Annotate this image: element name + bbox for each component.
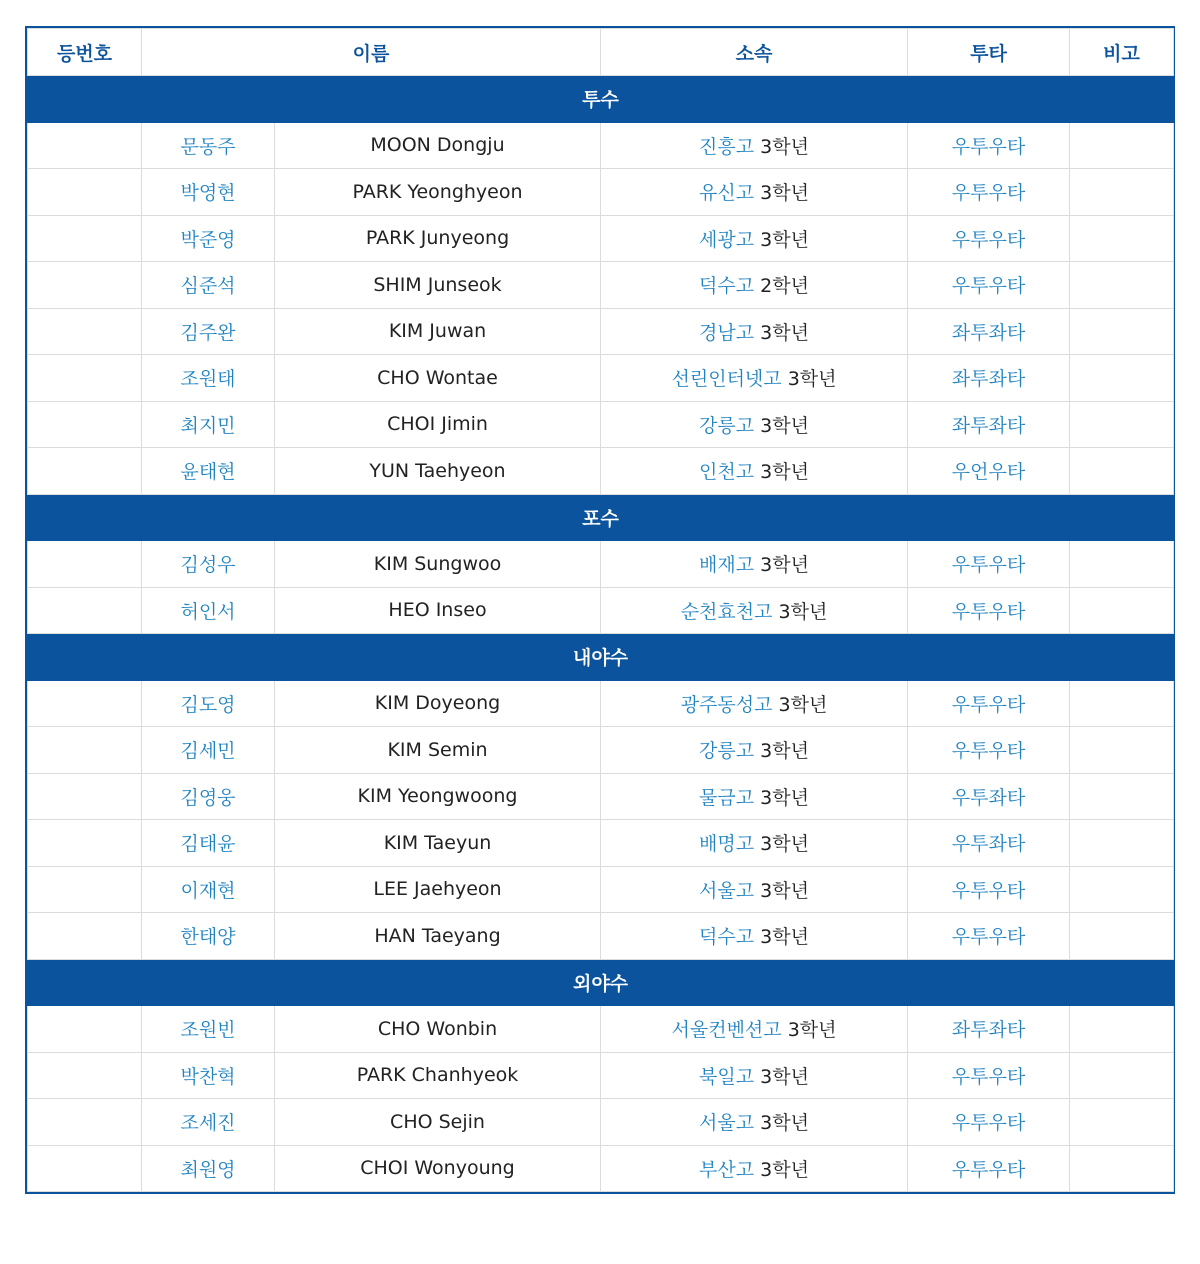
player-number	[28, 587, 142, 634]
player-name-korean: 문동주	[142, 122, 275, 169]
section-row	[28, 76, 1174, 123]
player-note	[1070, 1099, 1174, 1146]
player-number	[28, 913, 142, 960]
player-grade: 3학년	[760, 414, 809, 437]
player-school: 배명고	[699, 833, 755, 856]
player-team	[601, 913, 908, 960]
player-number	[28, 680, 142, 727]
player-note	[1070, 448, 1174, 495]
player-grade: 3학년	[760, 1158, 809, 1181]
player-name-english: PARK Chanhyeok	[275, 1052, 601, 1099]
player-team	[601, 215, 908, 262]
roster-table	[27, 28, 1174, 1192]
player-team	[601, 866, 908, 913]
section-title: 투수	[28, 76, 1174, 123]
player-team	[601, 355, 908, 402]
player-throws-bats: 우투좌타	[908, 773, 1070, 820]
player-grade: 3학년	[760, 321, 809, 344]
player-row	[28, 1099, 1174, 1146]
player-team	[601, 1145, 908, 1192]
player-name-english: CHO Sejin	[275, 1099, 601, 1146]
player-throws-bats: 우투우타	[908, 169, 1070, 216]
player-grade: 3학년	[760, 879, 809, 902]
player-school: 물금고	[699, 786, 755, 809]
player-name-korean: 김성우	[142, 541, 275, 588]
player-name-english: SHIM Junseok	[275, 262, 601, 309]
player-throws-bats: 우투우타	[908, 866, 1070, 913]
player-row	[28, 1145, 1174, 1192]
player-note	[1070, 401, 1174, 448]
player-school: 진흥고	[699, 135, 755, 158]
player-school: 덕수고	[699, 926, 755, 949]
player-team	[601, 820, 908, 867]
player-row	[28, 215, 1174, 262]
player-throws-bats: 우언우타	[908, 448, 1070, 495]
player-row	[28, 913, 1174, 960]
player-name-english: PARK Junyeong	[275, 215, 601, 262]
player-grade: 3학년	[760, 182, 809, 205]
player-school: 강릉고	[699, 414, 755, 437]
player-team	[601, 1052, 908, 1099]
player-grade: 3학년	[760, 833, 809, 856]
section-row	[28, 494, 1174, 541]
player-row	[28, 169, 1174, 216]
player-name-english: CHO Wonbin	[275, 1006, 601, 1053]
player-grade: 3학년	[760, 1065, 809, 1088]
player-number	[28, 215, 142, 262]
player-note	[1070, 820, 1174, 867]
player-school: 서울고	[699, 1112, 755, 1135]
player-school: 북일고	[699, 1065, 755, 1088]
player-throws-bats: 우투우타	[908, 215, 1070, 262]
player-note	[1070, 913, 1174, 960]
section-row	[28, 634, 1174, 681]
player-name-korean: 박영현	[142, 169, 275, 216]
player-school: 경남고	[699, 321, 755, 344]
player-number	[28, 541, 142, 588]
player-team	[601, 773, 908, 820]
player-team	[601, 1099, 908, 1146]
player-name-korean: 조세진	[142, 1099, 275, 1146]
player-row	[28, 448, 1174, 495]
player-grade: 3학년	[778, 600, 828, 623]
player-name-english: KIM Juwan	[275, 308, 601, 355]
player-row	[28, 727, 1174, 774]
player-number	[28, 820, 142, 867]
player-team	[601, 541, 908, 588]
player-note	[1070, 680, 1174, 727]
player-number	[28, 169, 142, 216]
header-name: 이름	[142, 29, 601, 76]
player-note	[1070, 727, 1174, 774]
player-school: 광주동성고	[680, 693, 773, 716]
player-number	[28, 122, 142, 169]
player-name-korean: 박찬혁	[142, 1052, 275, 1099]
player-number	[28, 727, 142, 774]
player-school: 유신고	[699, 182, 755, 205]
player-note	[1070, 1145, 1174, 1192]
player-team	[601, 308, 908, 355]
player-note	[1070, 1006, 1174, 1053]
player-name-english: KIM Taeyun	[275, 820, 601, 867]
player-grade: 3학년	[760, 228, 809, 251]
player-number	[28, 262, 142, 309]
player-school: 순천효천고	[680, 600, 773, 623]
player-school: 강릉고	[699, 740, 755, 763]
header-row	[28, 29, 1174, 76]
player-name-english: KIM Semin	[275, 727, 601, 774]
player-name-korean: 허인서	[142, 587, 275, 634]
player-grade: 3학년	[760, 461, 809, 484]
player-throws-bats: 우투우타	[908, 727, 1070, 774]
player-school: 인천고	[699, 461, 755, 484]
player-school: 선린인터넷고	[671, 368, 782, 391]
player-name-korean: 김영웅	[142, 773, 275, 820]
player-school: 배재고	[699, 554, 755, 577]
header-throws-bats: 투타	[908, 29, 1070, 76]
player-name-korean: 이재현	[142, 866, 275, 913]
player-school: 덕수고	[699, 275, 755, 298]
player-note	[1070, 587, 1174, 634]
player-number	[28, 866, 142, 913]
player-row	[28, 122, 1174, 169]
player-throws-bats: 우투좌타	[908, 820, 1070, 867]
header-team: 소속	[601, 29, 908, 76]
player-school: 세광고	[699, 228, 755, 251]
player-throws-bats: 우투우타	[908, 587, 1070, 634]
player-number	[28, 1006, 142, 1053]
player-name-korean: 김도영	[142, 680, 275, 727]
player-throws-bats: 우투우타	[908, 1099, 1070, 1146]
player-row	[28, 355, 1174, 402]
player-name-korean: 심준석	[142, 262, 275, 309]
player-name-korean: 김주완	[142, 308, 275, 355]
player-team	[601, 169, 908, 216]
player-grade: 3학년	[760, 926, 809, 949]
player-name-english: MOON Dongju	[275, 122, 601, 169]
player-name-english: HEO Inseo	[275, 587, 601, 634]
player-number	[28, 1099, 142, 1146]
player-throws-bats: 우투우타	[908, 1145, 1070, 1192]
player-row	[28, 1052, 1174, 1099]
player-name-english: CHOI Jimin	[275, 401, 601, 448]
roster-table-container	[25, 26, 1175, 1194]
player-team	[601, 587, 908, 634]
player-team	[601, 262, 908, 309]
player-name-korean: 최원영	[142, 1145, 275, 1192]
section-title: 내야수	[28, 634, 1174, 681]
player-number	[28, 448, 142, 495]
player-grade: 3학년	[778, 693, 828, 716]
player-number	[28, 308, 142, 355]
player-note	[1070, 308, 1174, 355]
player-row	[28, 1006, 1174, 1053]
player-note	[1070, 541, 1174, 588]
player-name-english: CHO Wontae	[275, 355, 601, 402]
section-title: 외야수	[28, 959, 1174, 1006]
player-throws-bats: 우투우타	[908, 541, 1070, 588]
player-throws-bats: 우투우타	[908, 913, 1070, 960]
player-grade: 3학년	[760, 554, 809, 577]
player-grade: 3학년	[787, 368, 837, 391]
section-row	[28, 959, 1174, 1006]
player-row	[28, 866, 1174, 913]
player-grade: 3학년	[760, 740, 809, 763]
player-name-korean: 한태양	[142, 913, 275, 960]
player-name-korean: 조원태	[142, 355, 275, 402]
player-name-korean: 김세민	[142, 727, 275, 774]
player-row	[28, 587, 1174, 634]
player-name-english: YUN Taehyeon	[275, 448, 601, 495]
player-team	[601, 727, 908, 774]
player-grade: 3학년	[760, 786, 809, 809]
player-throws-bats: 우투우타	[908, 1052, 1070, 1099]
player-name-english: LEE Jaehyeon	[275, 866, 601, 913]
player-name-korean: 조원빈	[142, 1006, 275, 1053]
player-school: 서울고	[699, 879, 755, 902]
player-grade: 3학년	[787, 1019, 837, 1042]
player-grade: 2학년	[760, 275, 809, 298]
player-row	[28, 541, 1174, 588]
player-number	[28, 1052, 142, 1099]
player-name-korean: 박준영	[142, 215, 275, 262]
player-team	[601, 1006, 908, 1053]
player-row	[28, 262, 1174, 309]
player-number	[28, 1145, 142, 1192]
player-team	[601, 448, 908, 495]
player-row	[28, 680, 1174, 727]
player-note	[1070, 866, 1174, 913]
player-throws-bats: 우투우타	[908, 122, 1070, 169]
player-row	[28, 401, 1174, 448]
player-school: 부산고	[699, 1158, 755, 1181]
player-name-english: PARK Yeonghyeon	[275, 169, 601, 216]
player-throws-bats: 좌투좌타	[908, 355, 1070, 402]
player-name-english: KIM Sungwoo	[275, 541, 601, 588]
player-team	[601, 680, 908, 727]
player-number	[28, 773, 142, 820]
player-throws-bats: 좌투좌타	[908, 308, 1070, 355]
player-team	[601, 122, 908, 169]
player-name-english: KIM Yeongwoong	[275, 773, 601, 820]
player-note	[1070, 262, 1174, 309]
player-note	[1070, 169, 1174, 216]
player-note	[1070, 122, 1174, 169]
header-number: 등번호	[28, 29, 142, 76]
player-name-korean: 윤태현	[142, 448, 275, 495]
roster-body	[28, 76, 1174, 1192]
player-note	[1070, 1052, 1174, 1099]
player-team	[601, 401, 908, 448]
player-throws-bats: 우투우타	[908, 680, 1070, 727]
player-grade: 3학년	[760, 135, 809, 158]
player-name-korean: 김태윤	[142, 820, 275, 867]
player-row	[28, 820, 1174, 867]
player-row	[28, 773, 1174, 820]
player-throws-bats: 좌투좌타	[908, 1006, 1070, 1053]
player-name-english: CHOI Wonyoung	[275, 1145, 601, 1192]
player-note	[1070, 355, 1174, 402]
section-title: 포수	[28, 494, 1174, 541]
player-name-english: HAN Taeyang	[275, 913, 601, 960]
player-row	[28, 308, 1174, 355]
player-grade: 3학년	[760, 1112, 809, 1135]
player-name-english: KIM Doyeong	[275, 680, 601, 727]
player-note	[1070, 773, 1174, 820]
header-note: 비고	[1070, 29, 1174, 76]
player-name-korean: 최지민	[142, 401, 275, 448]
player-number	[28, 355, 142, 402]
player-note	[1070, 215, 1174, 262]
player-school: 서울컨벤션고	[671, 1019, 782, 1042]
player-throws-bats: 좌투좌타	[908, 401, 1070, 448]
player-number	[28, 401, 142, 448]
player-throws-bats: 우투우타	[908, 262, 1070, 309]
